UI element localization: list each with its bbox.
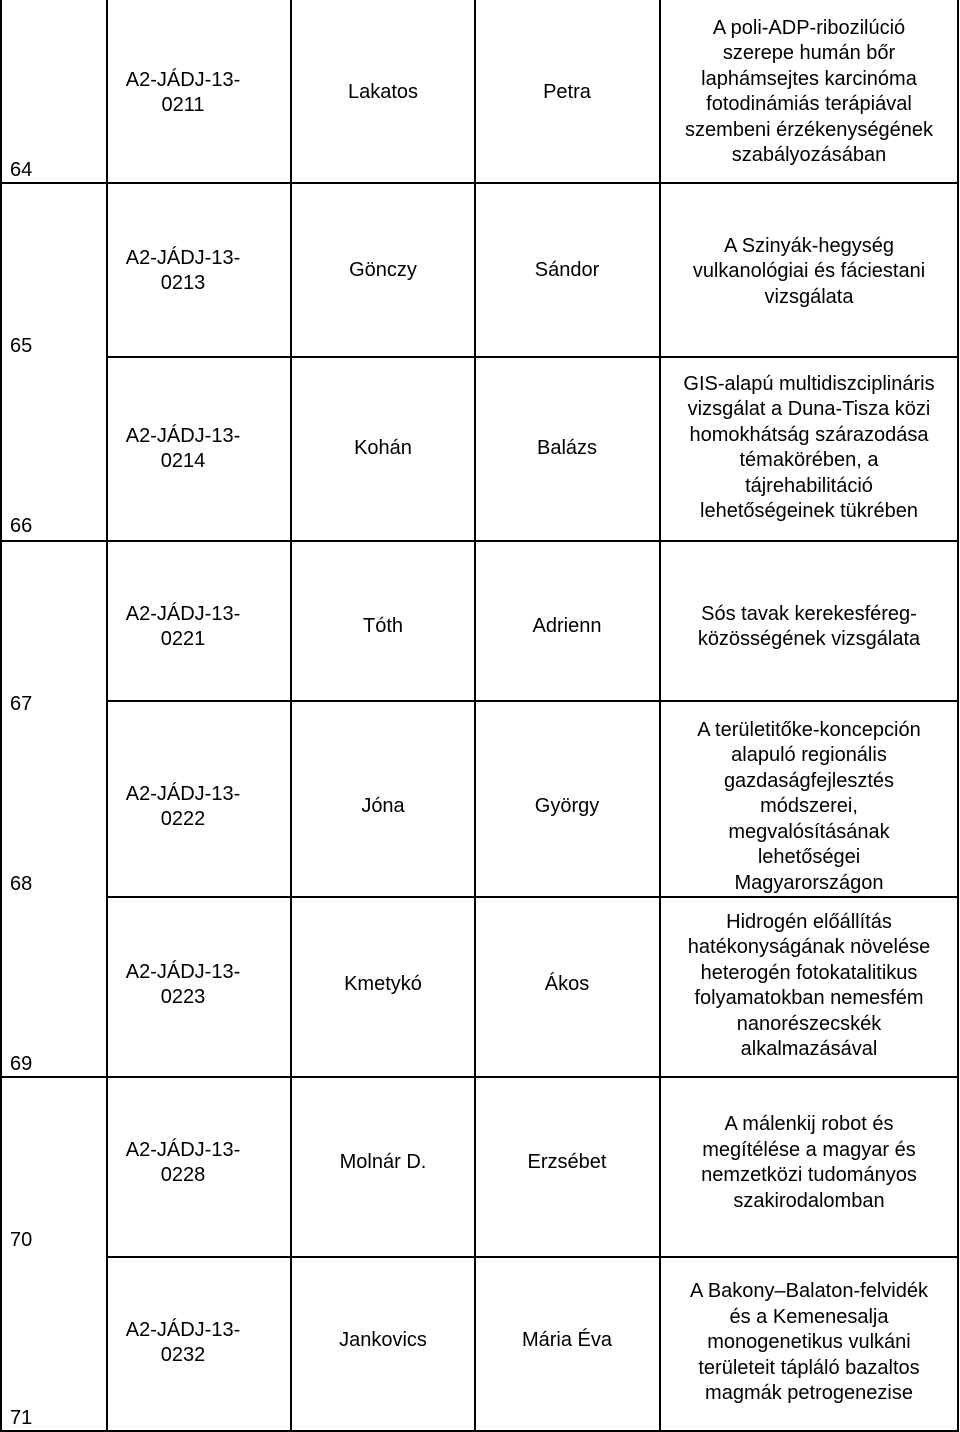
row-number: 65 <box>10 335 33 357</box>
title-cell: A málenkij robot és megítélése a magyar és nemzetközi tudományos szakirodalomban <box>701 1113 917 1212</box>
first-name-cell: György <box>534 795 600 818</box>
code-cell: A2-JÁDJ-13- 0223 <box>125 960 241 1008</box>
first-name-cell: Petra <box>543 81 591 104</box>
table-border-left <box>0 0 2 1432</box>
first-name-cell: Adrienn <box>532 615 602 638</box>
code-cell: A2-JÁDJ-13- 0228 <box>125 1138 241 1186</box>
row-number: 70 <box>10 1229 33 1251</box>
row-number: 66 <box>10 515 33 537</box>
title-cell: Sós tavak kerekesféreg- közösségének vizsgálata <box>697 602 921 650</box>
title-cell: A Szinyák-hegység vulkanológiai és fáciestani vizsgálata <box>692 234 926 308</box>
code-cell: A2-JÁDJ-13- 0213 <box>125 246 241 294</box>
first-name-cell: Sándor <box>534 259 600 282</box>
row-divider <box>0 540 106 542</box>
title-cell: A Bakony–Balaton-felvidék és a Kemenesalja monogenetikus vulkáni területeit tápláló bazaltos magmák petrogenezise <box>690 1280 928 1405</box>
last-name-cell: Kmetykó <box>344 973 422 996</box>
first-name-cell: Balázs <box>536 437 598 460</box>
last-name-cell: Gönczy <box>349 259 417 282</box>
title-cell: Hidrogén előállítás hatékonyságának növelése heterogén fotokatalitikus folyamatokban nemesfém nanorészecskék alkalmazásával <box>687 910 931 1060</box>
title-cell: GIS-alapú multidiszciplináris vizsgálat a Duna-Tisza közi homokhátság szárazodása témakörében, a tájrehabilitáció lehetőségeinek tükrében <box>683 372 935 522</box>
code-cell: A2-JÁDJ-13- 0221 <box>125 602 241 650</box>
row-divider <box>106 700 959 702</box>
last-name-cell: Lakatos <box>347 81 419 104</box>
row-divider <box>106 540 959 542</box>
row-divider <box>106 1256 959 1258</box>
last-name-cell: Jankovics <box>339 1329 427 1352</box>
row-number: 64 <box>10 159 33 181</box>
row-divider <box>0 182 106 184</box>
title-cell: A területitőke-koncepción alapuló regionális gazdaságfejlesztés módszerei, megvalósításának lehetőségei Magyarországon <box>697 718 921 894</box>
first-name-cell: Erzsébet <box>527 1151 607 1174</box>
row-number: 68 <box>10 873 33 895</box>
row-number: 67 <box>10 693 33 715</box>
last-name-cell: Tóth <box>362 615 404 638</box>
row-number: 71 <box>10 1407 33 1429</box>
code-cell: A2-JÁDJ-13- 0232 <box>125 1318 241 1366</box>
column-divider <box>474 0 476 1432</box>
table-border-right <box>957 0 959 1432</box>
column-divider <box>290 0 292 1432</box>
column-divider <box>106 0 108 1432</box>
title-cell: A poli-ADP-ribozilúció szerepe humán bőr laphámsejtes karcinóma fotodinámiás terápiával szembeni érzékenységének szabályozásában <box>685 16 933 166</box>
first-name-cell: Mária Éva <box>521 1329 613 1352</box>
code-cell: A2-JÁDJ-13- 0211 <box>125 68 241 116</box>
row-divider <box>106 182 959 184</box>
first-name-cell: Ákos <box>544 973 590 996</box>
column-divider <box>659 0 661 1432</box>
last-name-cell: Molnár D. <box>339 1151 427 1174</box>
last-name-cell: Kohán <box>354 437 412 460</box>
row-divider <box>106 356 959 358</box>
row-number: 69 <box>10 1053 33 1075</box>
row-divider <box>0 1076 106 1078</box>
last-name-cell: Jóna <box>361 795 405 818</box>
code-cell: A2-JÁDJ-13- 0222 <box>125 782 241 830</box>
code-cell: A2-JÁDJ-13- 0214 <box>125 424 241 472</box>
row-divider <box>106 1076 959 1078</box>
